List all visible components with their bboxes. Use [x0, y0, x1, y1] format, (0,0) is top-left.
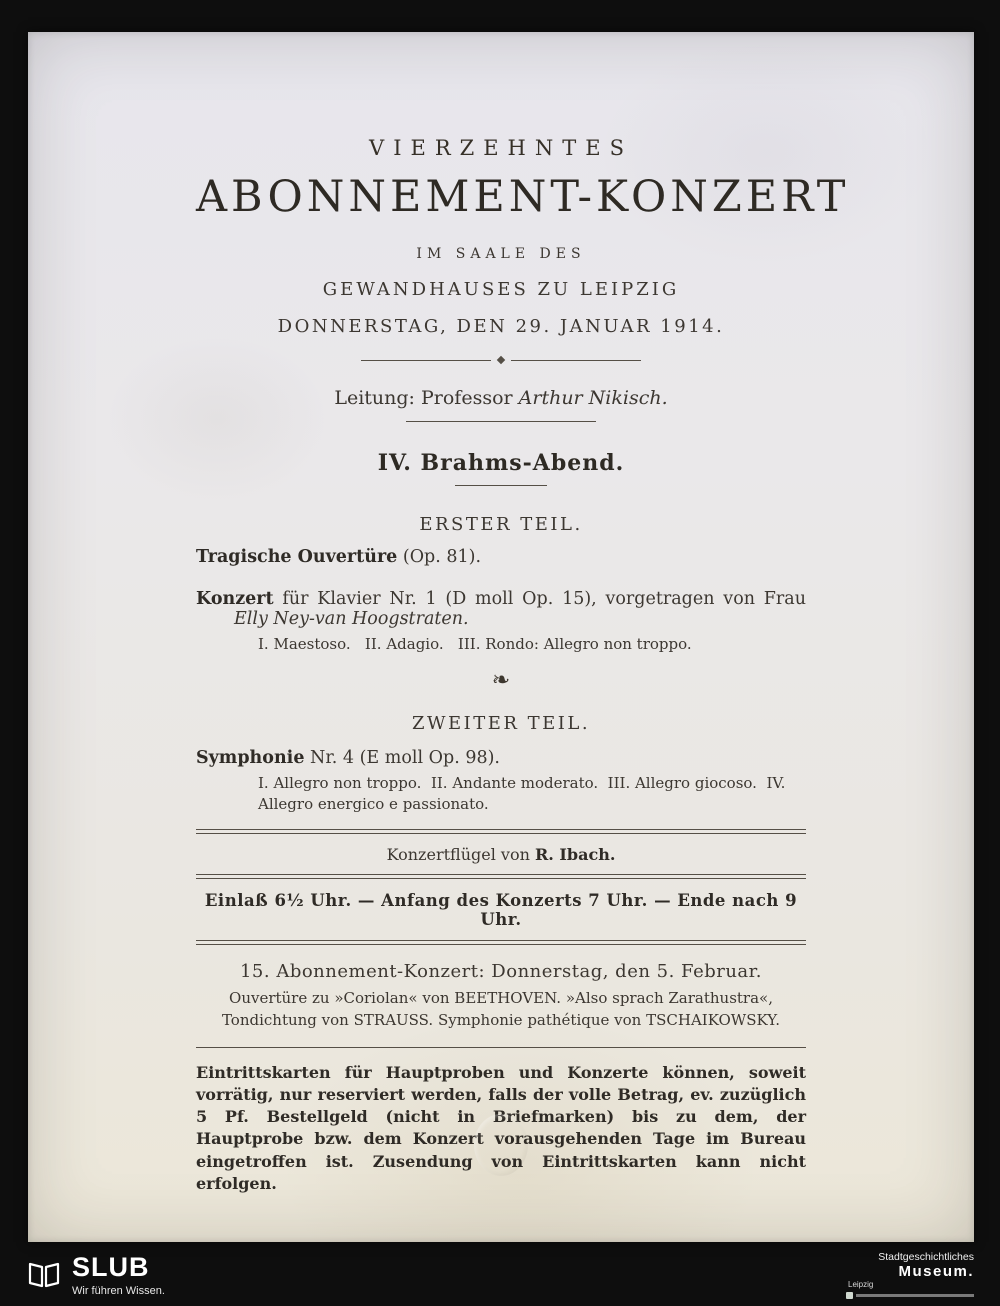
conductor-name: Arthur Nikisch.: [518, 387, 668, 409]
soloist-name: Elly Ney-van Hoogstraten.: [234, 609, 469, 629]
work-details: (Op. 81).: [397, 547, 482, 567]
part2-heading: ZWEITER TEIL.: [411, 713, 591, 735]
slub-name: SLUB: [72, 1251, 150, 1282]
double-rule: [196, 874, 806, 879]
work-title: Konzert: [196, 589, 274, 609]
double-rule: [196, 829, 806, 834]
fleuron-icon: ❧: [491, 668, 511, 694]
symphony-movements: I. Allegro non troppo. II. Andante moderato. III. Allegro giocoso. IV. Allegro energico e passionato.: [258, 774, 791, 813]
work-title: Tragische Ouvertüre: [196, 547, 398, 567]
part1-heading: ERSTER TEIL.: [419, 514, 583, 535]
next-concert-title: 15. Abonnement-Konzert: Donnerstag, den 5. Februar.: [239, 960, 763, 982]
program-text-column: [196, 32, 850, 1195]
museum-line1: Stadtgeschichtliches: [878, 1250, 974, 1263]
museum-line2: Museum.: [898, 1262, 974, 1280]
slub-logo: [26, 1251, 165, 1297]
piano-credit-line: [196, 845, 806, 864]
next-concert-details: Ouvertüre zu »Coriolan« von BEETHOVEN. »Also sprach Zarathustra«, Tondichtung von STRAUSS. Symphonie pathétique von TSCHAIKOWSKY.: [221, 988, 781, 1029]
museum-logo: [846, 1251, 974, 1300]
rule-segment: [511, 360, 641, 361]
work-details: Nr. 4 (E moll Op. 98).: [304, 748, 500, 769]
single-rule: [196, 1047, 806, 1048]
program-title: ABONNEMENT-KONZERT: [196, 172, 850, 222]
open-book-icon: [26, 1259, 62, 1291]
work-details: für Klavier Nr. 1 (D moll Op. 15), vorgetragen von Frau: [273, 589, 806, 609]
venue-line: GEWANDHAUSES ZU LEIPZIG: [322, 279, 680, 300]
program-item-overture: [196, 547, 806, 567]
double-rule: [196, 940, 806, 945]
evening-title: IV. Brahms-Abend.: [377, 450, 625, 476]
tiny-rule: [455, 485, 547, 486]
program-item-symphony: [196, 748, 806, 768]
program-item-concerto: [196, 589, 806, 609]
embossed-stamp: [474, 1114, 528, 1176]
viewer-footer: [0, 1244, 1000, 1306]
certification-icon: [846, 1292, 853, 1299]
slub-tagline: Wir führen Wissen.: [72, 1284, 165, 1297]
series-number: VIERZEHNTES: [369, 136, 633, 160]
certification-text-bar: [856, 1294, 974, 1297]
concert-times: Einlaß 6½ Uhr. — Anfang des Konzerts 7 Uhr. — Ende nach 9 Uhr.: [204, 890, 798, 929]
venue-line-small: IM SAALE DES: [416, 246, 586, 262]
work-title: Symphonie: [196, 748, 305, 769]
concert-program-page: [28, 32, 974, 1242]
short-rule: [406, 421, 596, 422]
ticket-notice: Eintrittskarten für Hauptproben und Konzerte können, soweit vorrätig, nur reserviert werden, falls der volle Betrag, ev. zuzüglich 5 Pf. Bestellgeld (nicht in Briefmarken) bis zu dem, der Hauptprobe bzw. dem Konzert vorausgehenden Tage im Bureau eingetroffen ist. Zusendung von Eintrittskarten kann nicht erfolgen.: [196, 1063, 806, 1193]
concert-date: DONNERSTAG, DEN 29. JANUAR 1914.: [277, 316, 725, 337]
piano-maker: R. Ibach.: [534, 844, 616, 864]
slub-text-block: [72, 1251, 165, 1297]
concerto-movements: I. Maestoso. II. Adagio. III. Rondo: Allegro non troppo.: [258, 635, 692, 653]
rule-diamond-icon: [497, 356, 505, 364]
rule-segment: [361, 360, 491, 361]
museum-line3: Leipzig: [848, 1280, 874, 1290]
conductor-line: [196, 387, 806, 409]
conductor-label: Leitung: Professor: [334, 387, 519, 409]
ornamental-rule: [361, 357, 641, 363]
museum-certification-line: [846, 1292, 974, 1299]
piano-label: Konzertflügel von: [386, 844, 535, 864]
